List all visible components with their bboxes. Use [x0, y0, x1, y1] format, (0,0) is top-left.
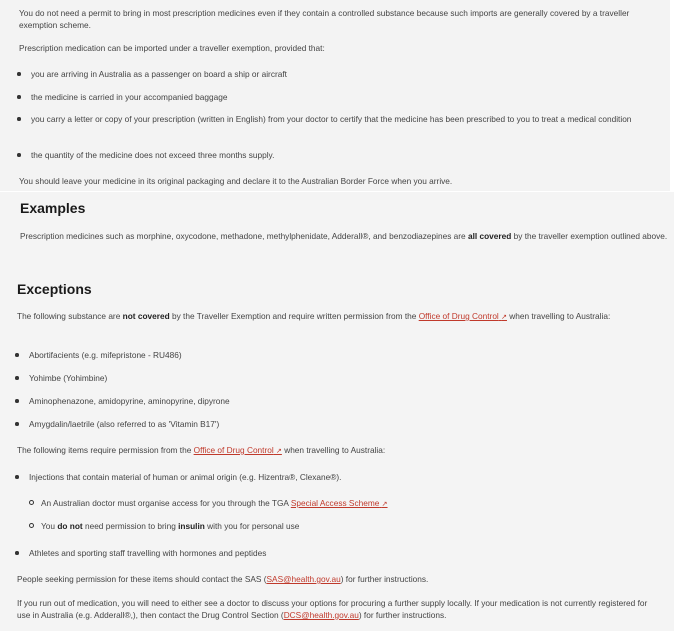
sub1-text: An Australian doctor must organise access for you through the TGA — [41, 498, 291, 508]
list-item: Yohimbe (Yohimbine) — [29, 372, 529, 384]
list-item: you are arriving in Australia as a passenger on board a ship or aircraft — [31, 68, 641, 80]
sub2-after: with you for personal use — [204, 521, 300, 531]
sub2-bold-2: insulin — [178, 521, 205, 531]
list-item: you carry a letter or copy of your prescription (written in English) from your doctor to certify that the medicine has been prescribed to you to treat a medical condition — [31, 113, 647, 125]
exceptions-p2-before: The following items require permission from the — [17, 445, 194, 455]
exceptions-paragraph-2 — [17, 444, 637, 458]
office-of-drug-control-link-text: Office of Drug Control — [418, 311, 499, 321]
external-link-icon: ↗ — [276, 448, 282, 455]
list-item: Athletes and sporting staff travelling with hormones and peptides — [29, 547, 629, 559]
dcs-email-link[interactable]: DCS@health.gov.au — [283, 610, 359, 620]
sub2-bold: do not — [57, 521, 83, 531]
special-access-scheme-link[interactable] — [291, 498, 388, 508]
examples-paragraph — [20, 230, 674, 242]
intro-paragraph-2: Prescription medication can be imported under a traveller exemption, provided that: — [19, 43, 325, 53]
exceptions-p1-before: The following substance are — [17, 311, 123, 321]
intro-paragraph-3: You should leave your medicine in its original packaging and declare it to the Australian Border Force when you arrive. — [19, 176, 453, 186]
sas-email-link[interactable]: SAS@health.gov.au — [266, 574, 341, 584]
external-link-icon: ↗ — [501, 314, 507, 321]
list-item: the quantity of the medicine does not exceed three months supply. — [31, 149, 641, 161]
examples-text-after: by the traveller exemption outlined above. — [511, 231, 668, 241]
exceptions-p3-after: ) for further instructions. — [340, 574, 429, 584]
examples-heading: Examples — [20, 200, 86, 216]
list-item: Injections that contain material of human or animal origin (e.g. Hizentra®, Clexane®). — [29, 471, 629, 483]
list-item: Aminophenazone, amidopyrine, aminopyrine, dipyrone — [29, 395, 529, 407]
external-link-icon: ↗ — [381, 501, 388, 508]
sub2-middle: need permission to bring — [82, 521, 179, 531]
exceptions-heading: Exceptions — [17, 281, 92, 297]
exceptions-p1-after: when travelling to Australia: — [506, 311, 611, 321]
list-item: the medicine is carried in your accompanied baggage — [31, 91, 641, 103]
examples-text-before: Prescription medicines such as morphine, oxycodone, methadone, methylphenidate, Adderall®, and benzodiazepines are — [20, 231, 468, 241]
special-access-scheme-link-text: Special Access Scheme — [290, 498, 380, 508]
exceptions-p4-after: ) for further instructions. — [358, 610, 447, 620]
office-of-drug-control-link-2[interactable] — [194, 445, 282, 455]
exceptions-paragraph-4 — [17, 597, 661, 621]
office-of-drug-control-link-2-text: Office of Drug Control — [193, 445, 274, 455]
exceptions-paragraph-1 — [17, 310, 637, 324]
exceptions-panel — [0, 192, 674, 631]
exceptions-paragraph-3 — [17, 573, 647, 585]
exceptions-p1-bold: not covered — [122, 311, 170, 321]
sub-list-item — [41, 497, 641, 511]
list-item: Abortifacients (e.g. mifepristone - RU486) — [29, 349, 529, 361]
intro-paragraph-1: You do not need a permit to bring in most prescription medicines even if they contain a controlled substance because such imports are generally covered by a traveller exemption scheme. — [19, 8, 630, 30]
exceptions-p3-before: People seeking permission for these items should contact the SAS ( — [17, 574, 267, 584]
examples-bold: all covered — [467, 231, 512, 241]
exceptions-p2-after: when travelling to Australia: — [281, 445, 386, 455]
list-item: Amygdalin/laetrile (also referred to as 'Vitamin B17') — [29, 418, 529, 430]
sub-list-item — [41, 520, 641, 532]
office-of-drug-control-link[interactable] — [419, 311, 507, 321]
sub2-before: You — [41, 521, 58, 531]
exceptions-p4-before: If you run out of medication, you will need to either see a doctor to discuss your options for procuring a further supply locally. If your medication is not currently registered for use in Australia (e.g. Adderall®,), then contact the Drug Control Section ( — [17, 598, 648, 620]
exceptions-p1-middle: by the Traveller Exemption and require written permission from the — [169, 311, 419, 321]
